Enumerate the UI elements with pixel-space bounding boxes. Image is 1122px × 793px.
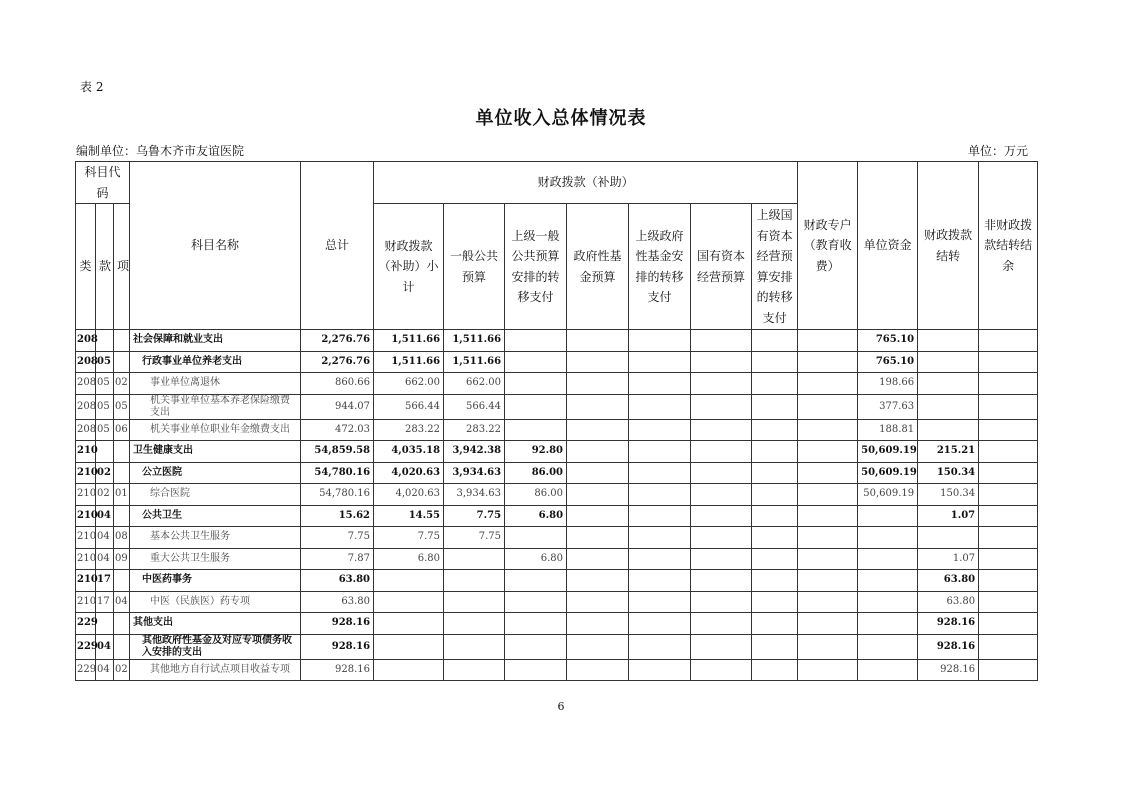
- cell-subject-name: 行政事业单位养老支出: [130, 351, 301, 373]
- cell-xiang: [114, 634, 130, 659]
- cell-nonfiscal-carryover: [979, 394, 1038, 419]
- cell-gov-fund: [567, 634, 629, 659]
- cell-subject-name: 其他政府性基金及对应专项债务收入安排的支出: [130, 634, 301, 659]
- cell-fiscal-special: [798, 394, 858, 419]
- cell-fiscal-carryover: [918, 527, 979, 549]
- cell-gov-fund: [567, 373, 629, 395]
- table-row: [76, 548, 1038, 570]
- cell-upper-fund-transfer: [629, 330, 691, 352]
- table-row: [76, 634, 1038, 659]
- cell-subject-name: 公共卫生: [130, 505, 301, 527]
- cell-subject-name: 事业单位离退休: [130, 373, 301, 395]
- cell-lei: 208: [76, 373, 96, 395]
- cell-fiscal-carryover: 63.80: [918, 591, 979, 613]
- cell-unit-funds: [858, 634, 918, 659]
- cell-fiscal-special: [798, 634, 858, 659]
- cell-upper-general-transfer: [505, 659, 567, 681]
- header-state-capital: 国有资本经营预算: [691, 204, 752, 330]
- cell-fiscal-carryover: [918, 351, 979, 373]
- cell-state-capital: [691, 484, 752, 506]
- cell-upper-fund-transfer: [629, 484, 691, 506]
- cell-general-budget: 3,942.38: [444, 441, 505, 463]
- cell-xiang: 09: [114, 548, 130, 570]
- table-row: [76, 527, 1038, 549]
- cell-kuan: 04: [96, 527, 114, 549]
- header-code-group: 科目代码: [76, 162, 130, 204]
- cell-lei: 210: [76, 527, 96, 549]
- header-upper-capital-transfer: 上级国有资本经营预算安排的转移支付: [752, 204, 798, 330]
- cell-kuan: 17: [96, 570, 114, 592]
- cell-state-capital: [691, 634, 752, 659]
- cell-kuan: 05: [96, 373, 114, 395]
- header-fiscal-carryover: 财政拨款结转: [918, 162, 979, 330]
- cell-upper-capital-transfer: [752, 527, 798, 549]
- cell-state-capital: [691, 351, 752, 373]
- cell-unit-funds: 188.81: [858, 419, 918, 441]
- cell-total: 2,276.76: [301, 351, 374, 373]
- cell-total: 928.16: [301, 613, 374, 635]
- cell-subject-name: 重大公共卫生服务: [130, 548, 301, 570]
- cell-fiscal-subtotal: [374, 659, 444, 681]
- cell-state-capital: [691, 591, 752, 613]
- cell-kuan: 05: [96, 419, 114, 441]
- cell-state-capital: [691, 527, 752, 549]
- cell-total: 928.16: [301, 634, 374, 659]
- cell-state-capital: [691, 613, 752, 635]
- cell-upper-capital-transfer: [752, 548, 798, 570]
- cell-upper-fund-transfer: [629, 548, 691, 570]
- cell-kuan: 04: [96, 548, 114, 570]
- cell-nonfiscal-carryover: [979, 419, 1038, 441]
- cell-upper-general-transfer: 92.80: [505, 441, 567, 463]
- cell-fiscal-carryover: [918, 330, 979, 352]
- cell-subject-name: 机关事业单位基本养老保险缴费支出: [130, 394, 301, 419]
- cell-fiscal-subtotal: 1,511.66: [374, 330, 444, 352]
- cell-xiang: 08: [114, 527, 130, 549]
- cell-nonfiscal-carryover: [979, 441, 1038, 463]
- cell-upper-general-transfer: [505, 570, 567, 592]
- cell-upper-general-transfer: 86.00: [505, 462, 567, 484]
- cell-unit-funds: 50,609.19: [858, 462, 918, 484]
- cell-unit-funds: [858, 527, 918, 549]
- cell-gov-fund: [567, 394, 629, 419]
- cell-unit-funds: [858, 505, 918, 527]
- page-number: 6: [557, 700, 565, 713]
- header-lei: 类: [76, 204, 96, 330]
- table-row: [76, 659, 1038, 681]
- cell-nonfiscal-carryover: [979, 591, 1038, 613]
- cell-nonfiscal-carryover: [979, 659, 1038, 681]
- cell-lei: 210: [76, 484, 96, 506]
- cell-upper-fund-transfer: [629, 591, 691, 613]
- cell-xiang: [114, 330, 130, 352]
- cell-state-capital: [691, 659, 752, 681]
- cell-xiang: [114, 441, 130, 463]
- cell-fiscal-subtotal: 14.55: [374, 505, 444, 527]
- cell-nonfiscal-carryover: [979, 330, 1038, 352]
- cell-general-budget: [444, 634, 505, 659]
- cell-kuan: 02: [96, 484, 114, 506]
- cell-fiscal-special: [798, 484, 858, 506]
- cell-upper-general-transfer: [505, 394, 567, 419]
- income-table: [75, 161, 1038, 681]
- cell-fiscal-carryover: 928.16: [918, 613, 979, 635]
- cell-lei: 210: [76, 570, 96, 592]
- cell-upper-general-transfer: [505, 634, 567, 659]
- cell-nonfiscal-carryover: [979, 351, 1038, 373]
- cell-total: 54,780.16: [301, 484, 374, 506]
- cell-kuan: [96, 441, 114, 463]
- cell-fiscal-carryover: 63.80: [918, 570, 979, 592]
- cell-general-budget: 3,934.63: [444, 484, 505, 506]
- cell-subject-name: 公立医院: [130, 462, 301, 484]
- cell-upper-capital-transfer: [752, 462, 798, 484]
- cell-upper-general-transfer: 6.80: [505, 548, 567, 570]
- cell-upper-general-transfer: [505, 373, 567, 395]
- page-title: 单位收入总体情况表: [475, 108, 647, 129]
- cell-fiscal-special: [798, 527, 858, 549]
- header-fiscal-special: 财政专户（教育收费）: [798, 162, 858, 330]
- cell-total: 63.80: [301, 570, 374, 592]
- table-row: [76, 613, 1038, 635]
- cell-upper-capital-transfer: [752, 613, 798, 635]
- cell-subject-name: 中医（民族医）药专项: [130, 591, 301, 613]
- cell-xiang: [114, 505, 130, 527]
- cell-upper-capital-transfer: [752, 591, 798, 613]
- cell-total: 2,276.76: [301, 330, 374, 352]
- cell-upper-fund-transfer: [629, 419, 691, 441]
- cell-unit-funds: 50,609.19: [858, 441, 918, 463]
- cell-gov-fund: [567, 659, 629, 681]
- cell-lei: 208: [76, 419, 96, 441]
- table-row: [76, 441, 1038, 463]
- cell-xiang: 06: [114, 419, 130, 441]
- cell-fiscal-subtotal: 4,020.63: [374, 462, 444, 484]
- cell-nonfiscal-carryover: [979, 613, 1038, 635]
- cell-subject-name: 其他支出: [130, 613, 301, 635]
- cell-general-budget: 7.75: [444, 527, 505, 549]
- cell-upper-fund-transfer: [629, 613, 691, 635]
- cell-total: 472.03: [301, 419, 374, 441]
- cell-subject-name: 机关事业单位职业年金缴费支出: [130, 419, 301, 441]
- cell-kuan: 02: [96, 462, 114, 484]
- cell-nonfiscal-carryover: [979, 484, 1038, 506]
- cell-upper-fund-transfer: [629, 351, 691, 373]
- cell-lei: 210: [76, 505, 96, 527]
- header-gov-fund: 政府性基金预算: [567, 204, 629, 330]
- cell-total: 54,859.58: [301, 441, 374, 463]
- cell-fiscal-subtotal: 4,035.18: [374, 441, 444, 463]
- cell-upper-fund-transfer: [629, 570, 691, 592]
- cell-unit-funds: [858, 548, 918, 570]
- cell-fiscal-carryover: [918, 394, 979, 419]
- cell-gov-fund: [567, 527, 629, 549]
- cell-kuan: 04: [96, 634, 114, 659]
- cell-xiang: [114, 351, 130, 373]
- cell-lei: 208: [76, 394, 96, 419]
- cell-lei: 208: [76, 330, 96, 352]
- header-fiscal-subtotal: 财政拨款（补助）小计: [374, 204, 444, 330]
- header-upper-general-transfer: 上级一般公共预算安排的转移支付: [505, 204, 567, 330]
- cell-general-budget: 566.44: [444, 394, 505, 419]
- cell-fiscal-special: [798, 441, 858, 463]
- cell-fiscal-special: [798, 505, 858, 527]
- cell-state-capital: [691, 548, 752, 570]
- cell-lei: 210: [76, 441, 96, 463]
- cell-fiscal-special: [798, 659, 858, 681]
- cell-total: 15.62: [301, 505, 374, 527]
- cell-nonfiscal-carryover: [979, 462, 1038, 484]
- cell-xiang: 01: [114, 484, 130, 506]
- cell-upper-fund-transfer: [629, 441, 691, 463]
- table-row: [76, 373, 1038, 395]
- cell-lei: 208: [76, 351, 96, 373]
- cell-gov-fund: [567, 351, 629, 373]
- cell-kuan: 04: [96, 505, 114, 527]
- cell-general-budget: [444, 591, 505, 613]
- cell-kuan: [96, 330, 114, 352]
- cell-general-budget: 662.00: [444, 373, 505, 395]
- cell-fiscal-subtotal: [374, 634, 444, 659]
- cell-upper-capital-transfer: [752, 394, 798, 419]
- table-row: [76, 591, 1038, 613]
- cell-general-budget: 1,511.66: [444, 351, 505, 373]
- cell-fiscal-carryover: 928.16: [918, 659, 979, 681]
- header-total: 总计: [301, 162, 374, 330]
- cell-fiscal-subtotal: [374, 591, 444, 613]
- cell-upper-general-transfer: 6.80: [505, 505, 567, 527]
- cell-lei: 229: [76, 613, 96, 635]
- cell-lei: 229: [76, 659, 96, 681]
- cell-fiscal-subtotal: 566.44: [374, 394, 444, 419]
- cell-fiscal-special: [798, 373, 858, 395]
- cell-general-budget: 3,934.63: [444, 462, 505, 484]
- cell-unit-funds: [858, 659, 918, 681]
- cell-lei: 210: [76, 462, 96, 484]
- cell-xiang: [114, 462, 130, 484]
- cell-general-budget: 1,511.66: [444, 330, 505, 352]
- cell-upper-capital-transfer: [752, 419, 798, 441]
- table-row: [76, 484, 1038, 506]
- cell-gov-fund: [567, 484, 629, 506]
- cell-fiscal-special: [798, 419, 858, 441]
- cell-upper-capital-transfer: [752, 659, 798, 681]
- cell-upper-capital-transfer: [752, 441, 798, 463]
- cell-gov-fund: [567, 441, 629, 463]
- header-general-budget: 一般公共预算: [444, 204, 505, 330]
- cell-upper-fund-transfer: [629, 394, 691, 419]
- cell-general-budget: 283.22: [444, 419, 505, 441]
- cell-upper-general-transfer: [505, 613, 567, 635]
- cell-unit-funds: [858, 591, 918, 613]
- cell-upper-general-transfer: 86.00: [505, 484, 567, 506]
- cell-upper-fund-transfer: [629, 462, 691, 484]
- cell-unit-funds: 765.10: [858, 330, 918, 352]
- cell-unit-funds: [858, 570, 918, 592]
- cell-nonfiscal-carryover: [979, 527, 1038, 549]
- cell-fiscal-carryover: 1.07: [918, 548, 979, 570]
- cell-gov-fund: [567, 505, 629, 527]
- compiling-unit: 编制单位：乌鲁木齐市友谊医院: [76, 144, 245, 158]
- cell-total: 944.07: [301, 394, 374, 419]
- cell-unit-funds: 765.10: [858, 351, 918, 373]
- table-row: [76, 419, 1038, 441]
- cell-fiscal-carryover: 150.34: [918, 484, 979, 506]
- cell-total: 7.87: [301, 548, 374, 570]
- cell-fiscal-subtotal: [374, 613, 444, 635]
- table-number: 表 2: [80, 80, 104, 94]
- cell-upper-fund-transfer: [629, 373, 691, 395]
- cell-fiscal-subtotal: [374, 570, 444, 592]
- cell-kuan: 17: [96, 591, 114, 613]
- header-upper-fund-transfer: 上级政府性基金安排的转移支付: [629, 204, 691, 330]
- cell-state-capital: [691, 330, 752, 352]
- table-row: [76, 330, 1038, 352]
- cell-state-capital: [691, 505, 752, 527]
- cell-nonfiscal-carryover: [979, 505, 1038, 527]
- cell-unit-funds: 377.63: [858, 394, 918, 419]
- cell-fiscal-special: [798, 591, 858, 613]
- cell-kuan: 05: [96, 394, 114, 419]
- cell-gov-fund: [567, 548, 629, 570]
- cell-gov-fund: [567, 330, 629, 352]
- cell-general-budget: [444, 659, 505, 681]
- cell-fiscal-subtotal: 7.75: [374, 527, 444, 549]
- table-row: [76, 462, 1038, 484]
- cell-lei: 210: [76, 591, 96, 613]
- cell-fiscal-special: [798, 613, 858, 635]
- header-subject-name: 科目名称: [130, 162, 301, 330]
- cell-upper-fund-transfer: [629, 527, 691, 549]
- cell-kuan: 04: [96, 659, 114, 681]
- header-nonfiscal-carryover: 非财政拨款结转结余: [979, 162, 1038, 330]
- header-fiscal-group: 财政拨款（补助）: [374, 162, 798, 204]
- cell-upper-capital-transfer: [752, 505, 798, 527]
- cell-upper-capital-transfer: [752, 570, 798, 592]
- cell-general-budget: [444, 570, 505, 592]
- table-row: [76, 505, 1038, 527]
- cell-state-capital: [691, 462, 752, 484]
- cell-unit-funds: 50,609.19: [858, 484, 918, 506]
- cell-fiscal-carryover: 215.21: [918, 441, 979, 463]
- cell-xiang: 04: [114, 591, 130, 613]
- cell-upper-capital-transfer: [752, 351, 798, 373]
- cell-fiscal-special: [798, 548, 858, 570]
- header-kuan: 款: [96, 204, 114, 330]
- cell-fiscal-subtotal: 283.22: [374, 419, 444, 441]
- cell-unit-funds: 198.66: [858, 373, 918, 395]
- cell-xiang: [114, 613, 130, 635]
- cell-upper-fund-transfer: [629, 634, 691, 659]
- cell-upper-fund-transfer: [629, 659, 691, 681]
- cell-fiscal-special: [798, 462, 858, 484]
- cell-general-budget: [444, 613, 505, 635]
- cell-upper-capital-transfer: [752, 373, 798, 395]
- cell-upper-general-transfer: [505, 419, 567, 441]
- header-xiang: 项: [114, 204, 130, 330]
- cell-upper-general-transfer: [505, 330, 567, 352]
- cell-state-capital: [691, 441, 752, 463]
- cell-total: 928.16: [301, 659, 374, 681]
- cell-xiang: 02: [114, 659, 130, 681]
- cell-fiscal-carryover: [918, 419, 979, 441]
- cell-lei: 229: [76, 634, 96, 659]
- cell-upper-general-transfer: [505, 591, 567, 613]
- cell-upper-capital-transfer: [752, 634, 798, 659]
- cell-gov-fund: [567, 462, 629, 484]
- cell-fiscal-special: [798, 351, 858, 373]
- cell-upper-fund-transfer: [629, 505, 691, 527]
- cell-xiang: 02: [114, 373, 130, 395]
- cell-xiang: 05: [114, 394, 130, 419]
- table-row: [76, 394, 1038, 419]
- cell-gov-fund: [567, 591, 629, 613]
- cell-subject-name: 中医药事务: [130, 570, 301, 592]
- cell-subject-name: 综合医院: [130, 484, 301, 506]
- cell-upper-general-transfer: [505, 527, 567, 549]
- cell-general-budget: [444, 548, 505, 570]
- cell-state-capital: [691, 570, 752, 592]
- cell-gov-fund: [567, 613, 629, 635]
- cell-fiscal-carryover: [918, 373, 979, 395]
- cell-xiang: [114, 570, 130, 592]
- cell-fiscal-subtotal: 4,020.63: [374, 484, 444, 506]
- cell-fiscal-carryover: 150.34: [918, 462, 979, 484]
- cell-total: 54,780.16: [301, 462, 374, 484]
- table-row: [76, 570, 1038, 592]
- cell-fiscal-carryover: 1.07: [918, 505, 979, 527]
- cell-fiscal-subtotal: 662.00: [374, 373, 444, 395]
- cell-nonfiscal-carryover: [979, 548, 1038, 570]
- cell-total: 7.75: [301, 527, 374, 549]
- cell-subject-name: 其他地方自行试点项目收益专项: [130, 659, 301, 681]
- cell-upper-capital-transfer: [752, 330, 798, 352]
- cell-nonfiscal-carryover: [979, 634, 1038, 659]
- header-unit-funds: 单位资金: [858, 162, 918, 330]
- cell-fiscal-subtotal: 1,511.66: [374, 351, 444, 373]
- cell-nonfiscal-carryover: [979, 373, 1038, 395]
- table-row: [76, 351, 1038, 373]
- cell-state-capital: [691, 373, 752, 395]
- cell-fiscal-subtotal: 6.80: [374, 548, 444, 570]
- cell-unit-funds: [858, 613, 918, 635]
- cell-kuan: 05: [96, 351, 114, 373]
- cell-upper-capital-transfer: [752, 484, 798, 506]
- cell-fiscal-special: [798, 330, 858, 352]
- cell-gov-fund: [567, 419, 629, 441]
- cell-fiscal-special: [798, 570, 858, 592]
- cell-gov-fund: [567, 570, 629, 592]
- cell-fiscal-carryover: 928.16: [918, 634, 979, 659]
- cell-total: 63.80: [301, 591, 374, 613]
- cell-subject-name: 社会保障和就业支出: [130, 330, 301, 352]
- cell-upper-general-transfer: [505, 351, 567, 373]
- cell-total: 860.66: [301, 373, 374, 395]
- currency-unit: 单位：万元: [967, 144, 1028, 158]
- cell-subject-name: 卫生健康支出: [130, 441, 301, 463]
- cell-nonfiscal-carryover: [979, 570, 1038, 592]
- cell-kuan: [96, 613, 114, 635]
- cell-general-budget: 7.75: [444, 505, 505, 527]
- cell-lei: 210: [76, 548, 96, 570]
- cell-state-capital: [691, 394, 752, 419]
- cell-state-capital: [691, 419, 752, 441]
- cell-subject-name: 基本公共卫生服务: [130, 527, 301, 549]
